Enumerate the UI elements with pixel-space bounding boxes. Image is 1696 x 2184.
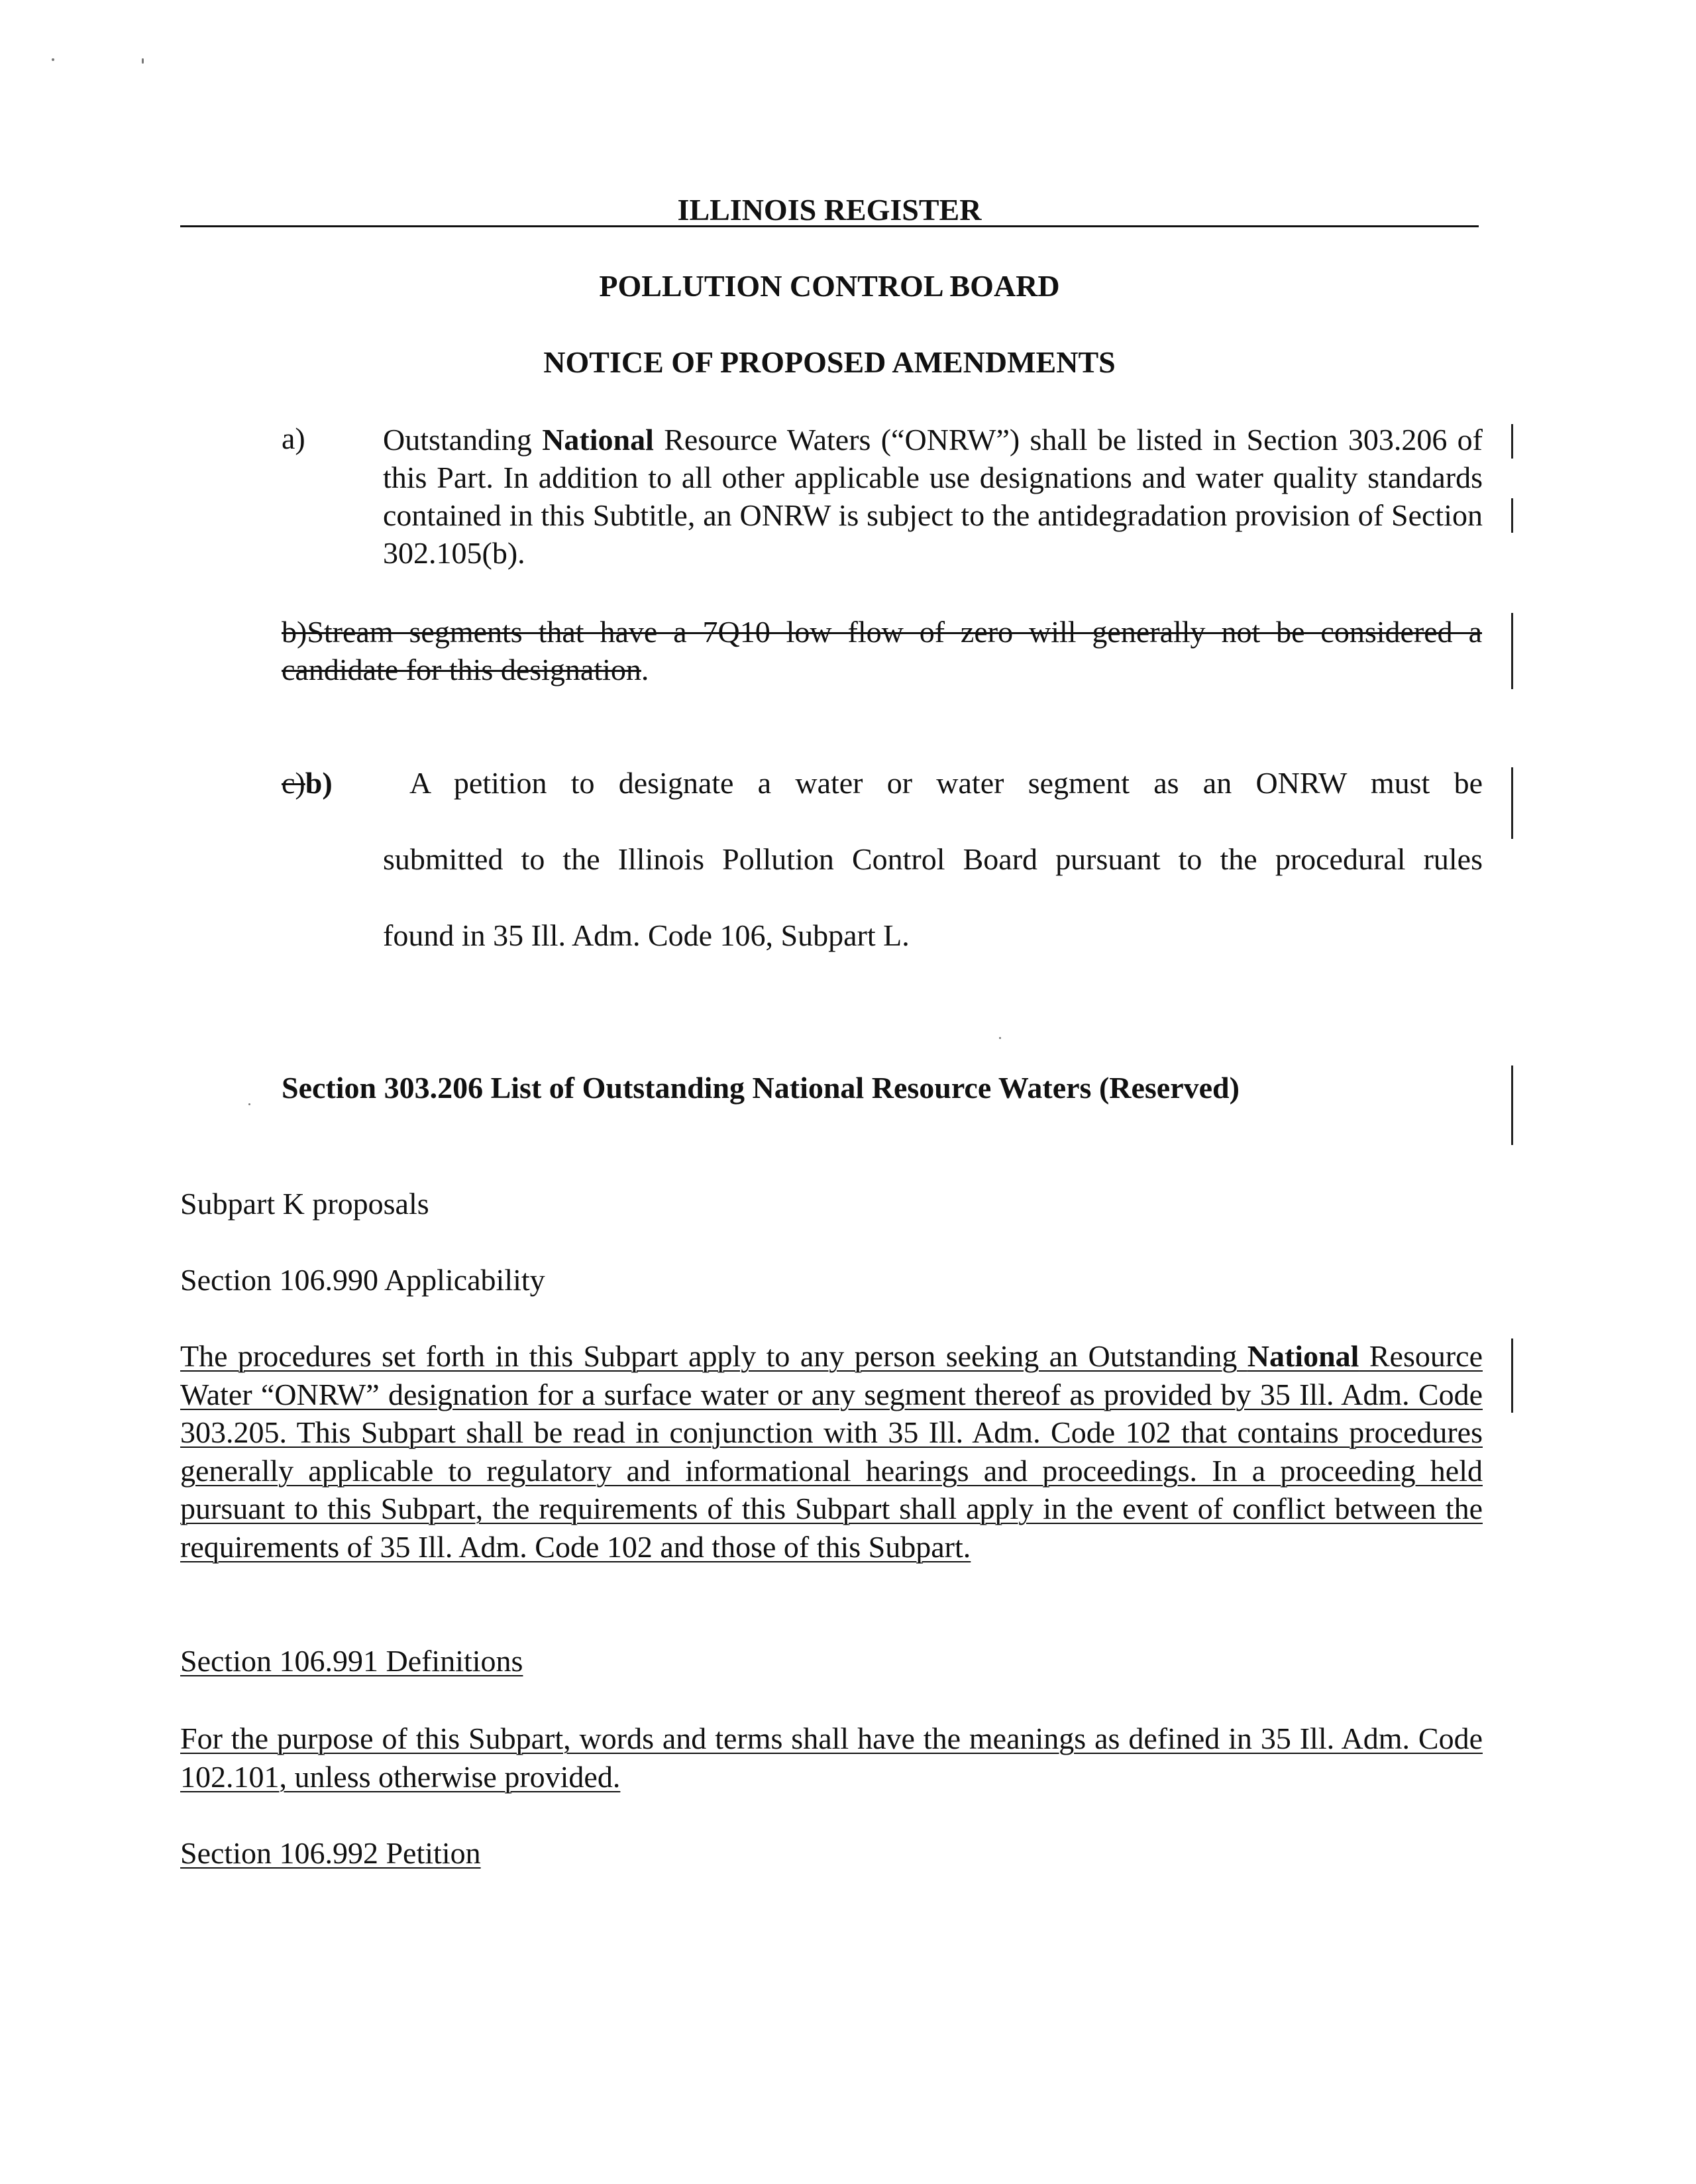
change-bar xyxy=(1511,767,1513,839)
item-a-text-1: Outstanding xyxy=(383,423,543,457)
item-c-line-3: found in 35 Ill. Adm. Code 106, Subpart L. xyxy=(383,918,910,952)
item-a-label: a) xyxy=(282,421,305,455)
item-c-label-new: b) xyxy=(305,766,333,800)
change-bar xyxy=(1511,424,1513,459)
item-c-line-2: submitted to the Illinois Pollution Control Board pursuant to the procedural rules xyxy=(383,842,1483,876)
scan-speck xyxy=(248,1103,250,1105)
scan-speck xyxy=(142,58,144,64)
change-bar xyxy=(1511,613,1513,689)
section-106-991-heading: Section 106.991 Definitions xyxy=(180,1644,523,1678)
section-106-990-heading: Section 106.990 Applicability xyxy=(180,1263,545,1297)
register-title: ILLINOIS REGISTER xyxy=(677,193,982,227)
section-106-990-text-2: Resource Water “ONRW” designation for a surface water or any segment thereof as provided by 35 Ill. Adm. Code 303.205. This Subpart shall be read in conjunction with 35 Ill. Adm. Code 102 that contains procedures generally applicable to regulatory and informational hearings and proceedings. In a proceeding held pursuant to this Subpart, the requirements of this Subpart shall apply in the event of conflict between the requirements of 35 Ill. Adm. Code 102 and those of this Subpart. xyxy=(180,1339,1483,1564)
change-bar xyxy=(1511,1065,1513,1145)
section-106-990-national: National xyxy=(1247,1339,1359,1373)
scan-speck xyxy=(999,1037,1001,1039)
header-rule xyxy=(180,225,1479,227)
item-c-label xyxy=(282,765,333,800)
section-303-206-national: National xyxy=(752,1071,865,1105)
section-106-991-text: For the purpose of this Subpart, words and terms shall have the meanings as defined in 35 Ill. Adm. Code 102.101, unless otherwise provided. xyxy=(180,1721,1483,1794)
section-106-990-text xyxy=(180,1337,1483,1566)
section-303-206-part-1: Section 303.206 List of Outstanding xyxy=(282,1071,753,1105)
change-bar xyxy=(1511,498,1513,533)
item-c-line-1: A petition to designate a water or water segment as an ONRW must be xyxy=(409,766,1483,800)
deleted-item-b-text: b)Stream segments that have a 7Q10 low flow of zero will generally not be considered a candidate for this designation xyxy=(282,615,1482,686)
notice-title: NOTICE OF PROPOSED AMENDMENTS xyxy=(543,345,1116,379)
section-106-990-text-1: The procedures set forth in this Subpart apply to any person seeking an Outstanding xyxy=(180,1339,1247,1373)
item-c-label-deleted: c) xyxy=(282,766,305,800)
deleted-item-b-period: . xyxy=(641,653,649,686)
board-title: POLLUTION CONTROL BOARD xyxy=(599,269,1060,303)
item-a-text-2: Resource Waters (“ONRW”) shall be listed in Section 303.206 of this Part. In addition to all other applicable use designations and water quality standards contained in this Subtitle, an ONRW is subject to the antidegradation provision of Section 302.105(b). xyxy=(383,423,1483,570)
change-bar xyxy=(1511,1338,1513,1413)
subpart-k-label: Subpart K proposals xyxy=(180,1187,429,1221)
scan-speck xyxy=(52,58,54,61)
section-106-992-heading: Section 106.992 Petition xyxy=(180,1836,481,1870)
item-a-text xyxy=(383,421,1483,572)
section-303-206-heading xyxy=(282,1070,1240,1105)
item-a-national: National xyxy=(542,423,654,457)
section-303-206-part-2: Resource Waters (Reserved) xyxy=(864,1071,1240,1105)
deleted-item-b xyxy=(282,613,1482,688)
